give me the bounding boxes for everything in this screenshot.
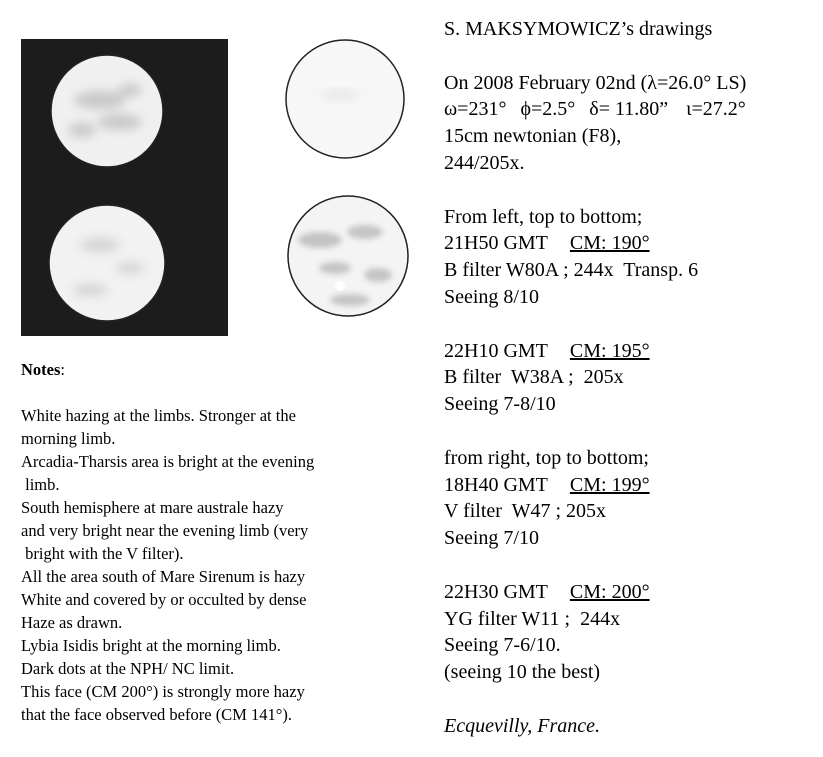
page-title: S. MAKSYMOWICZ’s drawings [444, 18, 713, 40]
central-meridian: CM: 195° [569, 339, 650, 362]
notes-line: White and covered by or occulted by dense [21, 590, 307, 609]
telescope-line: 15cm newtonian (F8), [444, 125, 622, 148]
notes-line: bright with the V filter). [21, 544, 184, 563]
location: Ecquevilly, France. [444, 714, 601, 737]
notes-line: limb. [21, 475, 60, 494]
phi-value: ϕ=2.5° [520, 98, 576, 121]
magnification-line: 244/205x. [444, 151, 525, 174]
disk-18h40 [286, 40, 404, 158]
notes-line: Dark dots at the NPH/ NC limit. [21, 659, 235, 678]
observation-details [444, 16, 816, 740]
notes-block: Notes: White hazing at the limbs. Stronger at the morning limb. Arcadia-Tharsis area is bright at the evening limb. South hemisphere at mare australe hazy and very bright near the evening limb (very bright with the V filter). All the area south of Mare Sirenum is hazy White and covered by or occulted by dense Haze as drawn. Lybia Isidis bright at the morning limb. Dark dots at the NPH/ NC limit. This face (CM 200°) is strongly more hazy that the face observed before (CM 141°). [21, 358, 411, 726]
mars-drawings [0, 0, 430, 345]
obs-filter: B filter W38A ; 205x [444, 366, 624, 389]
obs-seeing: Seeing 7-8/10 [444, 393, 556, 416]
notes-line: Lybia Isidis bright at the morning limb. [21, 636, 281, 655]
delta-value: δ= 11.80” [589, 98, 669, 121]
obs-time: 21H50 GMT [444, 232, 548, 255]
right-set-heading: from right, top to bottom; [444, 446, 649, 469]
seeing-footnote: (seeing 10 the best) [444, 661, 601, 684]
obs-seeing: Seeing 7-6/10. [444, 634, 561, 657]
obs-time-line [444, 472, 816, 499]
obs-time-line [444, 579, 816, 606]
notes-line: Arcadia-Tharsis area is bright at the evening [21, 452, 315, 471]
omega-value: ω=231° [444, 98, 507, 121]
notes-title: Notes [21, 360, 61, 379]
central-meridian: CM: 190° [569, 232, 650, 255]
iota-value: ι=27.2° [686, 98, 746, 121]
notes-line: that the face observed before (CM 141°). [21, 705, 292, 724]
left-set-heading: From left, top to bottom; [444, 205, 643, 228]
obs-time: 22H10 GMT [444, 339, 548, 362]
disk-21h50 [51, 55, 163, 167]
central-meridian: CM: 200° [569, 580, 650, 603]
date-line: On 2008 February 02nd (λ=26.0° LS) [444, 71, 747, 94]
obs-seeing: Seeing 7/10 [444, 527, 539, 550]
disk-22h30 [288, 196, 408, 316]
obs-filter: YG filter W11 ; 244x [444, 607, 621, 630]
ephemeris-line [444, 96, 816, 123]
notes-line: and very bright near the evening limb (very [21, 521, 309, 540]
obs-filter: V filter W47 ; 205x [444, 500, 607, 523]
notes-line: Haze as drawn. [21, 613, 123, 632]
central-meridian: CM: 199° [569, 473, 650, 496]
obs-time-line [444, 338, 816, 365]
notes-line: This face (CM 200°) is strongly more hazy [21, 682, 305, 701]
notes-line: morning limb. [21, 429, 116, 448]
obs-seeing: Seeing 8/10 [444, 285, 539, 308]
notes-line: All the area south of Mare Sirenum is hazy [21, 567, 306, 586]
obs-time-line [444, 230, 816, 257]
notes-line: South hemisphere at mare australe hazy [21, 498, 284, 517]
obs-filter: B filter W80A ; 244x Transp. 6 [444, 259, 699, 282]
obs-time: 22H30 GMT [444, 580, 548, 603]
obs-time: 18H40 GMT [444, 473, 548, 496]
disk-22h10 [49, 205, 165, 321]
notes-line: White hazing at the limbs. Stronger at the [21, 406, 296, 425]
